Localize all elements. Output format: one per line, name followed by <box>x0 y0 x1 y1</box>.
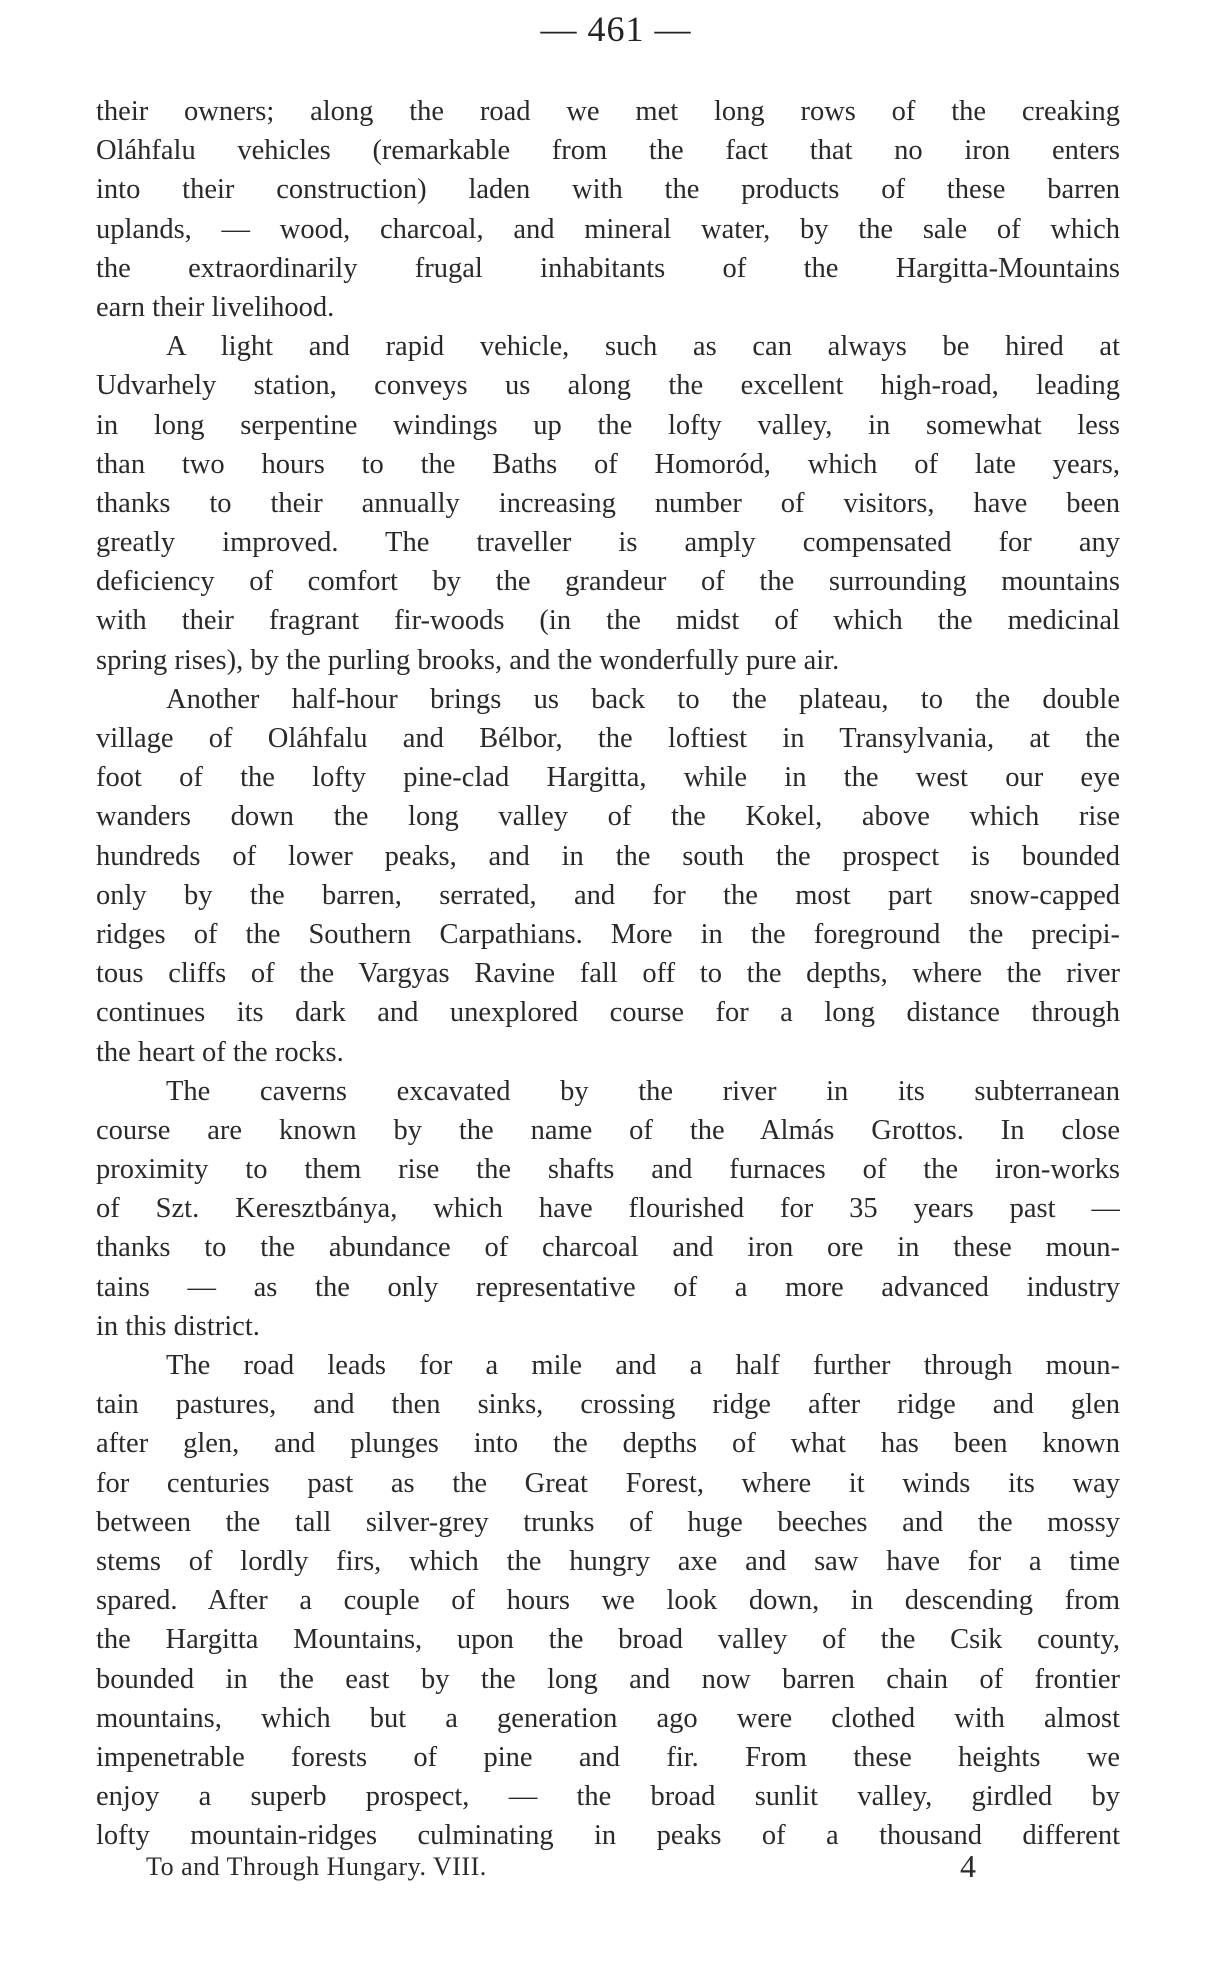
text-line: mountains, which but a generation ago were clothed with almost <box>96 1702 1120 1734</box>
text-line: deficiency of comfort by the grandeur of the surrounding mountains <box>96 566 1120 598</box>
text-line: uplands, — wood, charcoal, and mineral water, by the sale of which <box>96 213 1120 245</box>
text-line: bounded in the east by the long and now barren chain of frontier <box>96 1663 1120 1695</box>
text-line: the Hargitta Mountains, upon the broad valley of the Csik county, <box>96 1624 1120 1656</box>
text-line: in long serpentine windings up the lofty valley, in somewhat less <box>96 409 1120 441</box>
text-line: in this district. <box>96 1310 260 1342</box>
page-number: — 461 — <box>540 9 692 49</box>
text-line: course are known by the name of the Almás Grottos. In close <box>96 1114 1120 1146</box>
text-line: spared. After a couple of hours we look down, in descending from <box>96 1585 1120 1617</box>
page-footer <box>146 1848 976 1892</box>
text-line: lofty mountain-ridges culminating in peaks of a thousand different <box>96 1820 1120 1852</box>
text-line: earn their livelihood. <box>96 291 335 323</box>
body-text <box>96 92 1120 1855</box>
text-line: enjoy a superb prospect, — the broad sunlit valley, girdled by <box>96 1781 1120 1813</box>
text-line: tain pastures, and then sinks, crossing ridge after ridge and glen <box>96 1389 1120 1421</box>
text-line: village of Oláhfalu and Bélbor, the loftiest in Transylvania, at the <box>96 723 1120 754</box>
text-line: into their construction) laden with the products of these barren <box>96 174 1120 206</box>
text-line: than two hours to the Baths of Homoród, which of late years, <box>96 448 1120 480</box>
text-line: The road leads for a mile and a half further through moun- <box>166 1350 1120 1381</box>
text-line: thanks to the abundance of charcoal and iron ore in these moun- <box>96 1232 1120 1264</box>
text-line: greatly improved. The traveller is amply compensated for any <box>96 527 1120 559</box>
text-line: continues its dark and unexplored course for a long distance through <box>96 997 1120 1029</box>
text-line: A light and rapid vehicle, such as can always be hired at <box>166 331 1120 363</box>
text-line: only by the barren, serrated, and for the most part snow-capped <box>96 879 1120 911</box>
signature-mark: 4 <box>960 1848 976 1884</box>
text-line: The caverns excavated by the river in its subterranean <box>166 1075 1120 1107</box>
text-line: proximity to them rise the shafts and furnaces of the iron-works <box>96 1154 1120 1186</box>
text-line: for centuries past as the Great Forest, where it winds its way <box>96 1467 1120 1499</box>
text-line: Oláhfalu vehicles (remarkable from the fact that no iron enters <box>96 135 1120 167</box>
text-line: the extraordinarily frugal inhabitants of the Hargitta-Mountains <box>96 252 1120 284</box>
text-line: spring rises), by the purling brooks, and the wonderfully pure air. <box>96 644 840 676</box>
text-line: tains — as the only representative of a more advanced industry <box>96 1271 1120 1303</box>
text-line: thanks to their annually increasing number of visitors, have been <box>96 487 1120 519</box>
text-line: between the tall silver-grey trunks of huge beeches and the mossy <box>96 1506 1120 1538</box>
text-line: tous cliffs of the Vargyas Ravine fall off to the depths, where the river <box>96 958 1120 990</box>
text-line: Udvarhely station, conveys us along the excellent high-road, leading <box>96 370 1120 402</box>
footer-title: To and Through Hungary. VIII. <box>146 1852 487 1881</box>
text-line: impenetrable forests of pine and fir. From these heights we <box>96 1741 1120 1773</box>
text-line: ridges of the Southern Carpathians. More in the foreground the precipi- <box>96 918 1120 950</box>
text-line: after glen, and plunges into the depths of what has been known <box>96 1428 1120 1460</box>
text-line: stems of lordly firs, which the hungry axe and saw have for a time <box>96 1545 1120 1577</box>
text-line: Another half-hour brings us back to the plateau, to the double <box>166 683 1120 715</box>
text-line: of Szt. Keresztbánya, which have flourished for 35 years past — <box>96 1193 1120 1225</box>
text-line: the heart of the rocks. <box>96 1036 344 1068</box>
text-line: with their fragrant fir-woods (in the midst of which the medicinal <box>96 605 1120 637</box>
text-line: foot of the lofty pine-clad Hargitta, while in the west our eye <box>96 762 1120 794</box>
text-line: their owners; along the road we met long rows of the creaking <box>96 96 1120 127</box>
text-line: wanders down the long valley of the Kokel, above which rise <box>96 801 1120 833</box>
text-line: hundreds of lower peaks, and in the south the prospect is bounded <box>96 840 1120 872</box>
